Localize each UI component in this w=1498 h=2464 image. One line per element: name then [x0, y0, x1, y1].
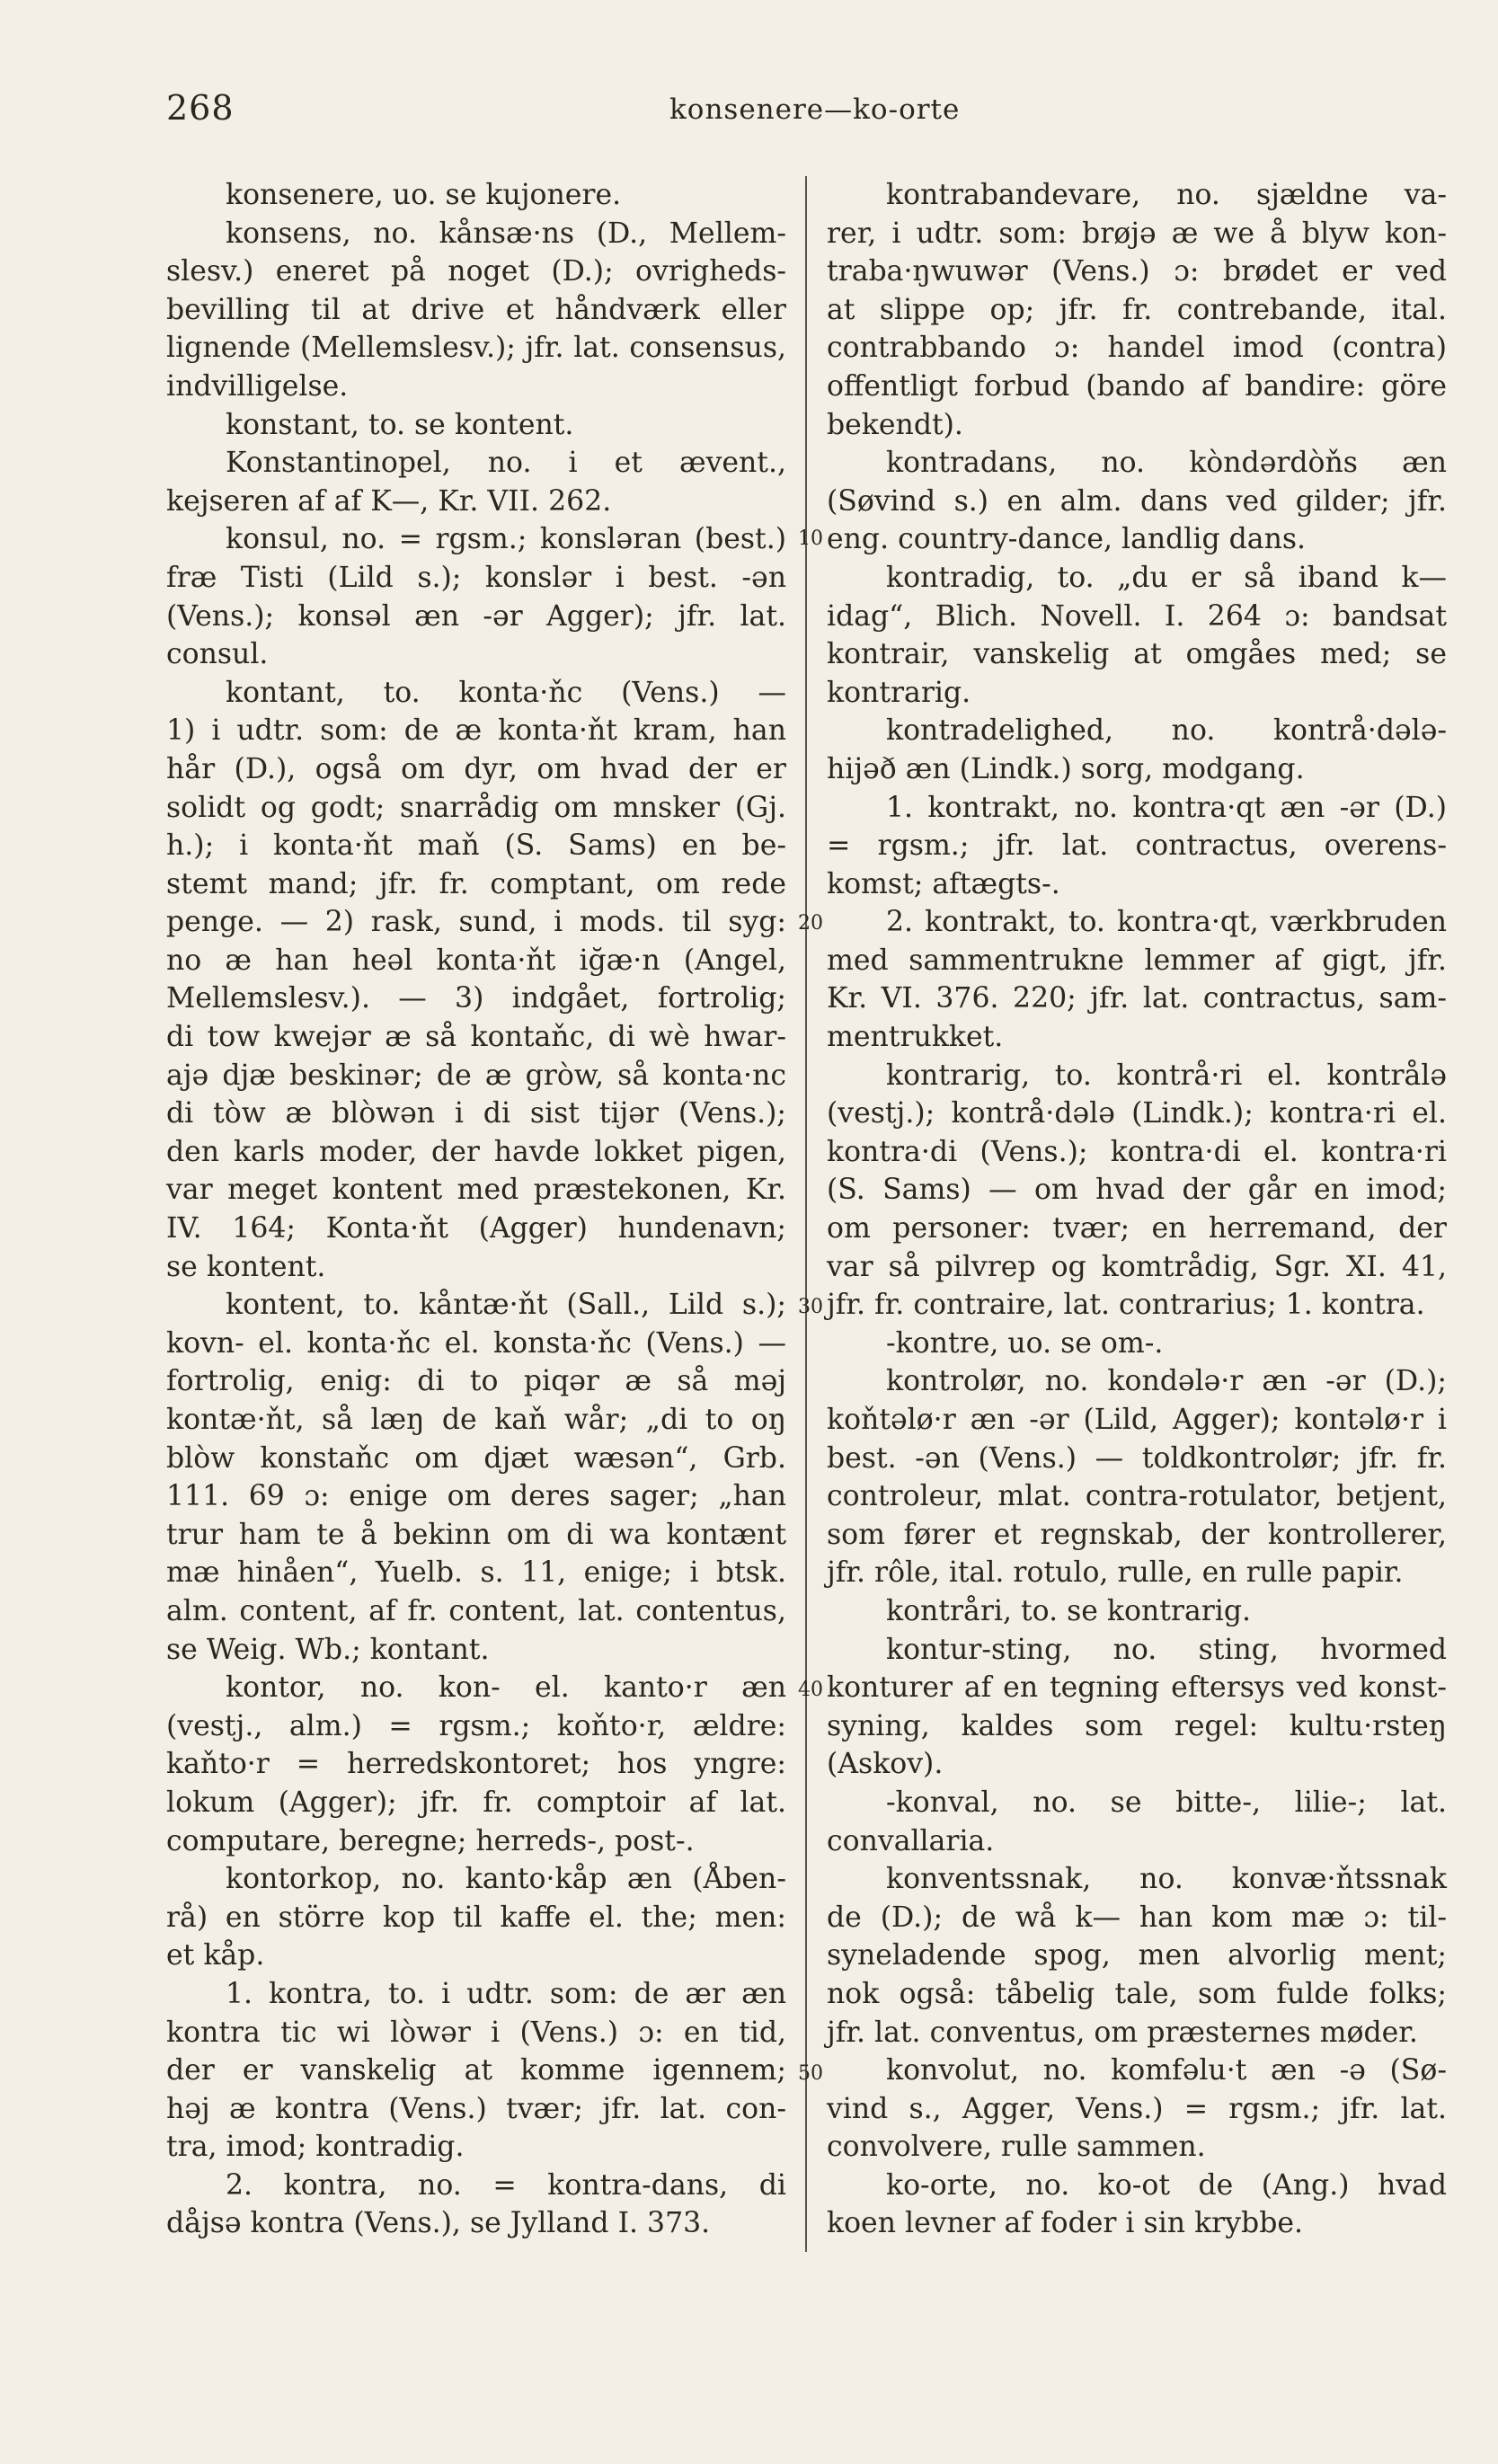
- right-text-line: vind s., Agger, Vens.) = rgsm.; jfr. lat.: [827, 2092, 1447, 2125]
- left-text-line: consul.: [166, 638, 269, 671]
- right-text-line: om personer: tvær; en herremand, der: [827, 1212, 1447, 1245]
- line-number-50: 50: [798, 2062, 823, 2085]
- left-text-line: IV. 164; Konta·ňt (Agger) hundenavn;: [166, 1212, 786, 1245]
- left-text-line: lignende (Mellemslesv.); jfr. lat. consensus,: [166, 332, 786, 365]
- line-number-40: 40: [798, 1679, 823, 1701]
- page-header: [166, 88, 1442, 142]
- right-text-line: kontrair, vanskelig at omgåes med; se: [827, 638, 1447, 671]
- left-text-line: computare, beregne; herreds-, post-.: [166, 1824, 695, 1857]
- running-head: konsenere—ko-orte: [669, 93, 961, 126]
- right-text-line: bekendt).: [827, 408, 963, 441]
- left-text-line: rå) en större kop til kaffe el. the; men:: [166, 1901, 786, 1934]
- right-text-line: mentrukket.: [827, 1021, 1004, 1054]
- right-text-line: traba·ŋwuwər (Vens.) ɔ: brødet er ved: [827, 255, 1447, 288]
- right-text-line: (Askov).: [827, 1748, 944, 1781]
- right-entry-line: kontradans, no. kòndərdòňs æn: [886, 447, 1447, 480]
- right-text-line: Kr. VI. 376. 220; jfr. lat. contractus, sam-: [827, 982, 1447, 1015]
- left-text-line: se Weig. Wb.; kontant.: [166, 1633, 490, 1666]
- left-entry-line: kontent, to. kåntæ·ňt (Sall., Lild s.);: [226, 1289, 786, 1322]
- right-text-line: best. -ən (Vens.) — toldkontrolør; jfr. fr.: [827, 1441, 1447, 1475]
- page-number: 268: [166, 88, 235, 128]
- left-entry-line: konstant, to. se kontent.: [226, 408, 574, 441]
- line-number-20: 20: [798, 912, 823, 935]
- left-text-line: der er vanskelig at komme igennem;: [166, 2054, 786, 2087]
- right-text-line: var så pilvrep og komtrådig, Sgr. XI. 41,: [827, 1250, 1447, 1283]
- right-text-line: jfr. fr. contraire, lat. contrarius; 1. kontra.: [827, 1289, 1425, 1322]
- right-entry-line: konvolut, no. komfəlu·t æn -ə (Sø-: [886, 2054, 1447, 2087]
- right-text-line: (Søvind s.) en alm. dans ved gilder; jfr.: [827, 484, 1447, 518]
- right-text-line: hijəð æn (Lindk.) sorg, modgang.: [827, 752, 1305, 785]
- right-text-line: idag“, Blich. Novell. I. 264 ɔ: bandsat: [827, 599, 1447, 633]
- left-text-line: Mellemslesv.). — 3) indgået, fortrolig;: [166, 982, 786, 1015]
- right-text-line: convolvere, rulle sammen.: [827, 2131, 1206, 2164]
- left-text-line: et kåp.: [166, 1939, 265, 1972]
- right-text-line: komst; aftægts-.: [827, 867, 1060, 900]
- right-entry-line: konventssnak, no. konvæ·ňtssnak: [886, 1863, 1447, 1896]
- left-text-line: kejseren af af K—, Kr. VII. 262.: [166, 484, 612, 518]
- right-entry-line: kontrarig, to. kontrå·ri el. kontrålə: [886, 1059, 1447, 1092]
- left-entry-line: 2. kontra, no. = kontra-dans, di: [226, 2168, 786, 2202]
- left-entry-line: Konstantinopel, no. i et ævent.,: [226, 447, 786, 480]
- right-text-line: contrabbando ɔ: handel imod (contra): [827, 332, 1447, 365]
- left-text-line: fræ Tisti (Lild s.); konslər i best. -ən: [166, 561, 786, 594]
- right-text-line: med sammentrukne lemmer af gigt, jfr.: [827, 944, 1447, 977]
- left-entry-line: 1. kontra, to. i udtr. som: de ær æn: [226, 1977, 786, 2010]
- right-entry-line: -konval, no. se bitte-, lilie-; lat.: [886, 1786, 1447, 1819]
- left-text-line: mæ hinåen“, Yuelb. s. 11, enige; i btsk.: [166, 1556, 786, 1590]
- right-text-line: kontra·di (Vens.); kontra·di el. kontra·ri: [827, 1135, 1447, 1168]
- left-text-line: dåjsə kontra (Vens.), se Jylland I. 373.: [166, 2207, 711, 2240]
- left-entry-line: kontor, no. kon- el. kanto·r æn: [226, 1671, 786, 1705]
- right-text-line: de (D.); de wå k— han kom mæ ɔ: til-: [827, 1901, 1447, 1934]
- left-column: [166, 176, 786, 2243]
- left-text-line: (vestj., alm.) = rgsm.; koňto·r, ældre:: [166, 1709, 786, 1742]
- left-text-line: indvilligelse.: [166, 369, 349, 403]
- left-text-line: tra, imod; kontradig.: [166, 2131, 465, 2164]
- left-text-line: hår (D.), også om dyr, om hvad der er: [166, 752, 786, 785]
- column-divider: [805, 176, 807, 2252]
- left-text-line: kaňto·r = herredskontoret; hos yngre:: [166, 1748, 786, 1781]
- left-text-line: (Vens.); konsəl æn -ər Agger); jfr. lat.: [166, 599, 786, 633]
- right-text-line: at slippe op; jfr. fr. contrebande, ital.: [827, 293, 1447, 326]
- left-entry-line: konsenere, uo. se kujonere.: [226, 179, 622, 211]
- right-text-line: rer, i udtr. som: brøjə æ we å blyw kon-: [827, 217, 1447, 250]
- right-text-line: kontrarig.: [827, 676, 971, 709]
- right-text-line: som fører et regnskab, der kontrollerer,: [827, 1518, 1447, 1551]
- right-entry-line: 2. kontrakt, to. kontra·qt, værkbruden: [886, 906, 1447, 939]
- left-text-line: 1) i udtr. som: de æ konta·ňt kram, han: [166, 714, 786, 748]
- left-text-line: həj æ kontra (Vens.) tvær; jfr. lat. con-: [166, 2092, 786, 2125]
- right-column: [827, 176, 1447, 2243]
- right-text-line: = rgsm.; jfr. lat. contractus, overens-: [827, 829, 1447, 863]
- left-entry-line: konsens, no. kånsæ·ns (D., Mellem-: [226, 217, 786, 250]
- left-entry-line: konsul, no. = rgsm.; konsləran (best.): [226, 523, 786, 556]
- right-entry-line: ko-orte, no. ko-ot de (Ang.) hvad: [886, 2168, 1447, 2202]
- right-text-line: controleur, mlat. contra-rotulator, betjent,: [827, 1480, 1447, 1513]
- right-entry-line: kontråri, to. se kontrarig.: [886, 1594, 1252, 1627]
- left-text-line: alm. content, af fr. content, lat. contentus,: [166, 1594, 786, 1627]
- right-entry-line: kontradelighed, no. kontrå·dələ-: [886, 714, 1447, 748]
- right-text-line: koen levner af foder i sin krybbe.: [827, 2207, 1304, 2240]
- right-entry-line: 1. kontrakt, no. kontra·qt æn -ər (D.): [886, 791, 1447, 824]
- right-text-line: offentligt forbud (bando af bandire: göre: [827, 369, 1447, 403]
- right-text-line: jfr. lat. conventus, om præsternes møder.: [827, 2016, 1418, 2049]
- left-text-line: h.); i konta·ňt maň (S. Sams) en be-: [166, 829, 786, 863]
- left-text-line: lokum (Agger); jfr. fr. comptoir af lat.: [166, 1786, 786, 1819]
- right-entry-line: kontrolør, no. kondələ·r æn -ər (D.);: [886, 1365, 1447, 1398]
- right-entry-line: -kontre, uo. se om-.: [886, 1326, 1164, 1360]
- left-text-line: slesv.) eneret på noget (D.); ovrigheds-: [166, 255, 786, 288]
- left-entry-line: kontorkop, no. kanto·kåp æn (Åben-: [226, 1863, 786, 1896]
- right-text-line: konturer af en tegning eftersys ved konst-: [827, 1671, 1447, 1705]
- line-number-30: 30: [798, 1296, 823, 1318]
- right-text-line: jfr. rôle, ital. rotulo, rulle, en rulle papir.: [827, 1556, 1404, 1590]
- right-text-line: convallaria.: [827, 1824, 995, 1857]
- left-text-line: no æ han heəl konta·ňt iğæ·n (Angel,: [166, 944, 786, 977]
- right-entry-line: kontradig, to. „du er så iband k—: [886, 561, 1447, 594]
- left-text-line: den karls moder, der havde lokket pigen,: [166, 1135, 786, 1168]
- right-text-line: (S. Sams) — om hvad der går en imod;: [827, 1174, 1447, 1207]
- right-text-line: syning, kaldes som regel: kultu·rsteŋ: [827, 1709, 1447, 1742]
- left-text-line: kontra tic wi lòwər i (Vens.) ɔ: en tid,: [166, 2016, 786, 2049]
- left-text-line: ajə djæ beskinər; de æ gròw, så konta·nc: [166, 1059, 786, 1092]
- left-text-line: var meget kontent med præstekonen, Kr.: [166, 1174, 786, 1207]
- right-text-line: nok også: tåbelig tale, som fulde folks;: [827, 1977, 1447, 2010]
- left-text-line: di tow kwejər æ så kontaňc, di wè hwar-: [166, 1021, 786, 1054]
- left-text-line: 111. 69 ɔ: enige om deres sager; „han: [166, 1480, 786, 1513]
- left-text-line: stemt mand; jfr. fr. comptant, om rede: [166, 867, 786, 900]
- left-text-line: di tòw æ blòwən i di sist tijər (Vens.);: [166, 1097, 786, 1130]
- left-entry-line: kontant, to. konta·ňc (Vens.) —: [226, 676, 786, 709]
- right-text-line: syneladende spog, men alvorlig ment;: [827, 1939, 1447, 1972]
- right-entry-line: kontrabandevare, no. sjældne va-: [886, 179, 1447, 211]
- left-text-line: kontæ·ňt, så læŋ de kaň wår; „di to oŋ: [166, 1404, 786, 1436]
- right-text-line: (vestj.); kontrå·dələ (Lindk.); kontra·ri el.: [827, 1097, 1447, 1130]
- left-text-line: bevilling til at drive et håndværk eller: [166, 293, 786, 326]
- right-entry-line: kontur-sting, no. sting, hvormed: [886, 1633, 1447, 1666]
- right-text-line: eng. country-dance, landlig dans.: [827, 523, 1307, 556]
- left-text-line: blòw konstaňc om djæt wæsən“, Grb.: [166, 1441, 786, 1475]
- line-number-10: 10: [798, 527, 823, 550]
- left-text-line: kovn- el. konta·ňc el. konsta·ňc (Vens.) —: [166, 1326, 786, 1360]
- left-text-line: se kontent.: [166, 1250, 326, 1283]
- right-text-line: koňtəlø·r æn -ər (Lild, Agger); kontəlø·r i: [827, 1404, 1447, 1436]
- left-text-line: fortrolig, enig: di to piqər æ så məj: [166, 1365, 786, 1398]
- left-text-line: penge. — 2) rask, sund, i mods. til syg:: [166, 906, 786, 939]
- left-text-line: solidt og godt; snarrådig om mnsker (Gj.: [166, 791, 786, 824]
- left-text-line: trur ham te å bekinn om di wa kontænt: [166, 1518, 786, 1551]
